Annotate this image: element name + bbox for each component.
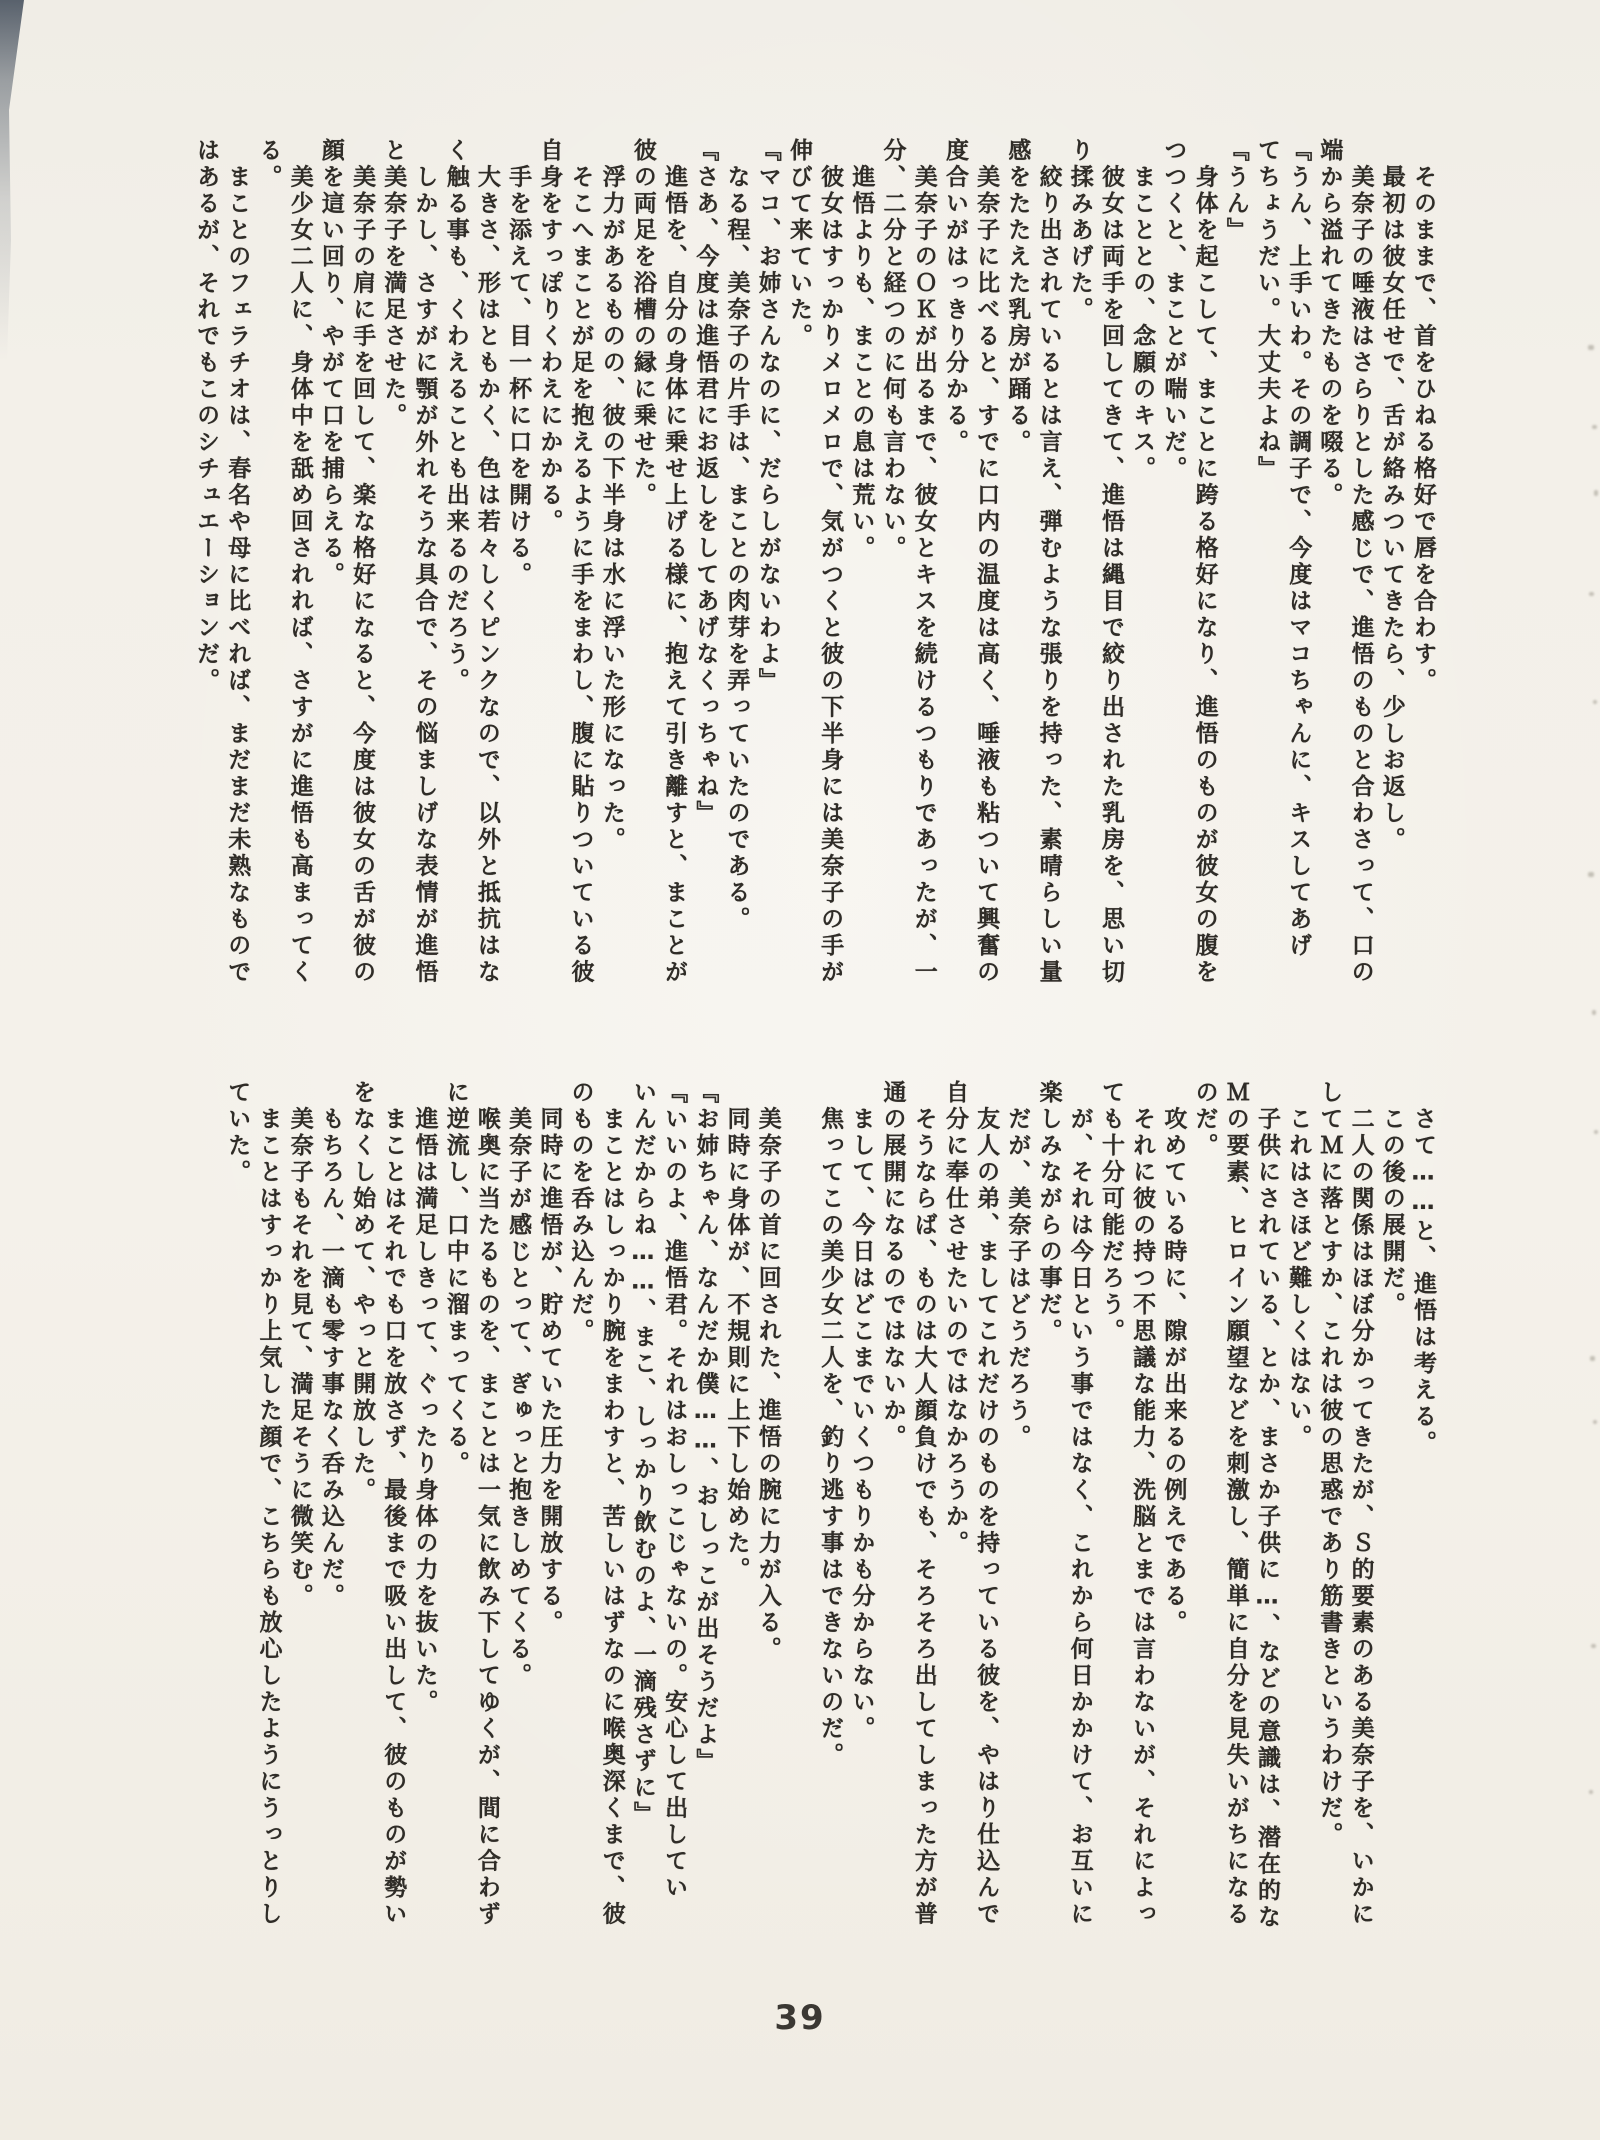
text-line: る。 — [255, 138, 282, 191]
text-line: と美奈子を満足させた。 — [380, 138, 407, 430]
bleed-speck — [1590, 1356, 1595, 1361]
page-number: 39 — [774, 1998, 826, 2038]
text-line: いんだからね……、まこ、しっかり飲むのよ、一滴残さずに』 — [629, 1080, 656, 1828]
text-line: さて……と、進悟は考える。 — [1410, 1080, 1436, 1457]
text-block-bottom — [221, 1080, 1438, 1936]
text-line: この後の展開だ。 — [1378, 1080, 1405, 1319]
text-line: 美奈子のＯＫが出るまで、彼女とキスを続けるつもりであったが、一 — [910, 138, 937, 986]
text-line: Ｍの要素、ヒロイン願望などを刺激し、簡単に自分を見失いがちになる — [1222, 1080, 1249, 1928]
text-line: 最初は彼女任せで、舌が絡みついてきたら、少しお返し。 — [1378, 138, 1405, 854]
text-line: 大きさ、形はともかく、色は若々しくピンクなので、以外と抵抗はな — [473, 138, 500, 986]
text-line: 伸びて来ていた。 — [785, 138, 812, 350]
text-line: 彼女は両手を回してきて、進悟は縄目で絞り出された乳房を、思い切 — [1097, 138, 1124, 986]
text-line: 『いいのよ、進悟君。それはおしっこじゃないの。安心して出してい — [661, 1080, 688, 1902]
text-line: 美奈子の肩に手を回して、楽な格好になると、今度は彼女の舌が彼の — [349, 138, 376, 986]
text-line: 分、二分と経つのに何も言わない。 — [879, 138, 906, 562]
bleed-speck — [1589, 1790, 1593, 1794]
text-line: 美奈子の唾液はさらりとした感じで、進悟のものと合わさって、口の — [1347, 138, 1374, 986]
bleed-speck — [1592, 425, 1597, 429]
text-line: まことはそれでも口を放さず、最後まで吸い出して、彼のものが勢い — [380, 1080, 407, 1928]
text-line: つつくと、まことが喘いだ。 — [1160, 138, 1187, 483]
text-line — [783, 1080, 814, 1936]
text-line: 二人の関係はほぼ分かってきたが、Ｓ的要素のある美奈子を、いかに — [1347, 1080, 1374, 1928]
text-line: 焦ってこの美少女二人を、釣り逃す事はできないのだ。 — [817, 1080, 844, 1769]
text-block-top — [190, 138, 1438, 994]
text-line: 同時に身体が、不規則に上下し始めた。 — [723, 1080, 750, 1584]
text-line: 端から溢れてきたものを啜る。 — [1316, 138, 1343, 509]
text-line: そうならば、ものは大人顔負けでも、そろそろ出してしまった方が普 — [910, 1080, 937, 1928]
bleed-speck — [1594, 1130, 1598, 1134]
text-line: 『うん』 — [1222, 138, 1249, 244]
text-line: だが、美奈子はどうだろう。 — [1004, 1080, 1031, 1451]
text-line: 顔を這い回り、やがて口を捕らえる。 — [317, 138, 344, 589]
text-line: 感をたたえた乳房が踊る。 — [1004, 138, 1031, 456]
bleed-speck — [1593, 700, 1597, 704]
text-line: 楽しみながらの事だ。 — [1035, 1080, 1062, 1345]
text-line: 自身をすっぽりくわえにかかる。 — [536, 138, 563, 536]
text-line: まことはすっかり上気した顔で、こちらも放心したようにうっとりし — [255, 1080, 282, 1928]
text-line: 『さあ、今度は進悟君にお返しをしてあげなくっちゃね』 — [692, 138, 719, 827]
text-line: ても十分可能だろう。 — [1097, 1080, 1124, 1345]
scan-artifact-top-left-edge — [0, 0, 30, 360]
bleed-speck — [1588, 345, 1594, 350]
bleed-speck — [1592, 1010, 1596, 1015]
text-line: 彼女はすっかりメロメロで、気がつくと彼の下半身には美奈子の手が — [817, 138, 844, 986]
text-line: 美少女二人に、身体中を舐め回されれば、さすがに進悟も高まってく — [286, 138, 313, 986]
text-line: 通の展開になるのではないか。 — [879, 1080, 906, 1451]
text-line: 絞り出されているとは言え、弾むような張りを持った、素晴らしい量 — [1035, 138, 1062, 986]
text-line: 同時に進悟が、貯めていた圧力を開放する。 — [536, 1080, 563, 1637]
text-line: 美奈子に比べると、すでに口内の温度は高く、唾液も粘ついて興奮の — [973, 138, 1000, 986]
text-line: のものを呑み込んだ。 — [567, 1080, 594, 1345]
text-line: まこととの、念願のキス。 — [1129, 138, 1156, 483]
text-line: り揉みあげた。 — [1066, 138, 1093, 324]
text-line: なる程、美奈子の片手は、まことの肉芽を弄っていたのである。 — [723, 138, 750, 933]
bleed-speck — [1589, 592, 1594, 596]
text-line: 『うん、上手いわ。その調子で、今度はマコちゃんに、キスしてあげ — [1285, 138, 1312, 960]
text-line: 進悟を、自分の身体に乗せ上げる様に、抱えて引き離すと、まことが — [661, 138, 688, 986]
text-line: 身体を起こして、まことに跨る格好になり、進悟のものが彼女の腹を — [1191, 138, 1218, 986]
text-line: 『お姉ちゃん、なんだか僕……、おしっこが出そうだよ』 — [692, 1080, 719, 1775]
bleed-speck — [1593, 1420, 1597, 1424]
text-line: 自分に奉仕させたいのではなかろうか。 — [941, 1080, 968, 1557]
text-line: く触る事も、くわえることも出来るのだろう。 — [442, 138, 469, 695]
text-line: まことのフェラチオは、春名や母に比べれば、まだまだ未熟なもので — [224, 138, 251, 986]
bleed-speck — [1591, 1644, 1596, 1648]
text-line: まして、今日はどこまでいくつもりかも分からない。 — [848, 1080, 875, 1743]
text-line: もちろん、一滴も零す事なく呑み込んだ。 — [317, 1080, 344, 1610]
text-line: それに彼の持つ不思議な能力、洗脳とまでは言わないが、それによっ — [1129, 1080, 1156, 1928]
text-line: のだ。 — [1191, 1080, 1218, 1160]
text-line: そこへまことが足を抱えるように手をまわし、腹に貼りついている彼 — [567, 138, 594, 986]
bleed-speck — [1588, 872, 1594, 877]
text-line: 進悟よりも、まことの息は荒い。 — [848, 138, 875, 562]
text-line: をなくし始めて、やっと開放した。 — [349, 1080, 376, 1504]
text-line: これはさほど難しくはない。 — [1285, 1080, 1312, 1451]
text-line: に逆流し、口中に溜まってくる。 — [442, 1080, 469, 1478]
text-line: まことはしっかり腕をまわすと、苦しいはずなのに喉奥深くまで、彼 — [598, 1080, 625, 1928]
text-line: 手を添えて、目一杯に口を開ける。 — [505, 138, 532, 589]
text-line: 『マコ、お姉さんなのに、だらしがないわよ』 — [754, 138, 781, 695]
text-line: そのままで、首をひねる格好で唇を合わす。 — [1410, 138, 1436, 695]
text-line: してＭに落とすか、これは彼の思惑であり筋書きというわけだ。 — [1316, 1080, 1343, 1849]
text-line: 美奈子もそれを見て、満足そうに微笑む。 — [286, 1080, 313, 1610]
text-line: 彼の両足を浴槽の縁に乗せた。 — [629, 138, 656, 509]
text-line: 子供にされている、とか、まさか子供に…、などの意識は、潜在的な — [1253, 1080, 1280, 1931]
text-line: 進悟は満足しきって、ぐったり身体の力を抜いた。 — [411, 1080, 438, 1716]
bleed-speck — [1594, 490, 1598, 496]
text-line: 美奈子が感じとって、ぎゅっと抱きしめてくる。 — [505, 1080, 532, 1690]
text-line: しかし、さすがに顎が外れそうな具合で、その悩ましげな表情が進悟 — [411, 138, 438, 986]
text-line: はあるが、それでもこのシチュエーションだ。 — [193, 138, 220, 695]
text-line: 美奈子の首に回された、進悟の腕に力が入る。 — [754, 1080, 781, 1663]
text-line: ていた。 — [224, 1080, 251, 1186]
text-line: 友人の弟、ましてこれだけのものを持っている彼を、やはり仕込んで — [973, 1080, 1000, 1928]
text-line: が、それは今日という事ではなく、これから何日かかけて、お互いに — [1066, 1080, 1093, 1928]
text-line: 喉奥に当たるものを、まことは一気に飲み下してゆくが、間に合わず — [473, 1080, 500, 1928]
text-line: 度合いがはっきり分かる。 — [941, 138, 968, 456]
text-line: 攻めている時に、隙が出来るの例えである。 — [1160, 1080, 1187, 1637]
text-line: 浮力があるものの、彼の下半身は水に浮いた形になった。 — [598, 138, 625, 854]
text-line: てちょうだい。大丈夫よね』 — [1253, 138, 1280, 483]
